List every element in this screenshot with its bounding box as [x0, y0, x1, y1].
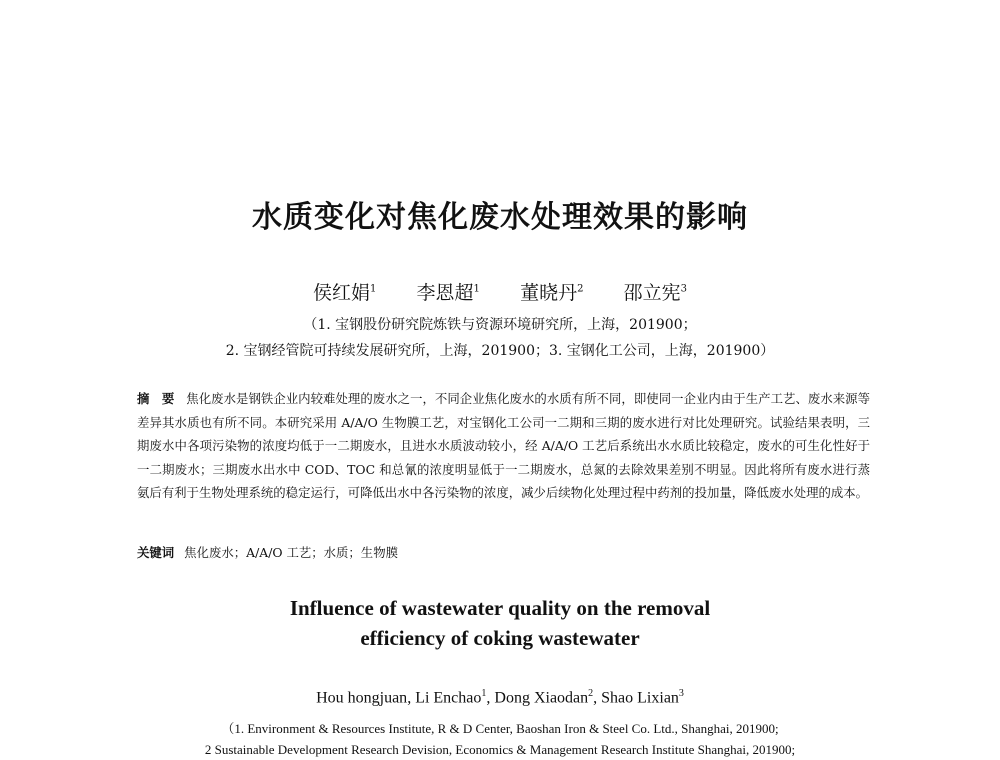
- paper-title-en-line1: Influence of wastewater quality on the removal: [289, 596, 711, 620]
- author-name-en: Dong Xiaodan: [494, 689, 589, 707]
- author-affiliation-mark-en: 3: [678, 688, 684, 699]
- author-name: 董晓丹: [520, 282, 578, 304]
- affiliation-cn-line1: （1. 宝钢股份研究院炼铁与资源环境研究所，上海，201900；: [303, 317, 697, 333]
- keywords-cn: [137, 541, 870, 564]
- author-affiliation-mark-en: 1: [481, 688, 487, 699]
- author-affiliation-mark-en: 2: [588, 688, 594, 699]
- affiliation-en-line2: 2 Sustainable Development Research Devision, Economics & Management Research Institute Shanghai, 201900;: [204, 742, 796, 757]
- affiliation-en-line1: （1. Environment & Resources Institute, R & D Center, Baoshan Iron & Steel Co. Ltd., Shanghai, 201900;: [221, 721, 779, 736]
- keywords-label: 关键词: [137, 545, 175, 560]
- author-name: 侯红娟: [312, 282, 370, 304]
- author-list-en: Hou hongjuan, Li Enchao$^1$, Dong Xiaodan$^2$, Shao Lixian$^3$: [316, 688, 684, 707]
- keywords-text: 焦化废水；A/A/O 工艺；水质；生物膜: [184, 545, 398, 560]
- author-affiliation-mark: 1: [473, 283, 480, 295]
- author-name: 李恩超: [416, 282, 474, 304]
- abstract-cn: [137, 387, 870, 505]
- paper-title-en: [0, 593, 1000, 653]
- affiliation-cn-line2: 2. 宝钢经管院可持续发展研究所，上海，201900；3. 宝钢化工公司，上海，201900）: [225, 343, 775, 359]
- paper-title-en-line2: efficiency of coking wastewater: [360, 626, 640, 650]
- author-affiliation-mark: 1: [369, 283, 377, 295]
- paper-title-cn: 水质变化对焦化废水处理效果的影响: [252, 200, 748, 235]
- abstract-text: 焦化废水是钢铁企业内较难处理的废水之一，不同企业焦化废水的水质有所不同，即使同一企业内由于生产工艺、废水来源等差异其水质也有所不同。本研究采用 A/A/O 生物膜工艺，对宝钢化工公司一二期和三期的废水进行对比处理研究。试验结果表明，三期废水中各项污染物的浓度均低于一二期废水，且进水水质波动较小，经 A/A/O 工艺后系统出水水质比较稳定，废水的可生化性好于一二期废水；三期废水出水中 COD、TOC 和总氰的浓度明显低于一二期废水，总氮的去除效果差别不明显。因此将所有废水进行蒸氨后有利于生物处理系统的稳定运行，可降低出水中各污染物的浓度，减少后续物化处理过程中药剂的投加量，降低废水处理的成本。: [137, 391, 871, 500]
- abstract-label: 摘 要: [137, 391, 175, 406]
- author-list-cn: [0, 278, 1000, 305]
- author-name-en: Shao Lixian: [601, 689, 679, 707]
- author-affiliation-mark: 2: [577, 283, 584, 295]
- author-name: 邵立宪: [623, 282, 681, 304]
- author-name-en: Li Enchao: [415, 689, 482, 707]
- author-name-en: Hou hongjuan: [316, 689, 408, 707]
- author-affiliation-mark: 3: [680, 283, 688, 295]
